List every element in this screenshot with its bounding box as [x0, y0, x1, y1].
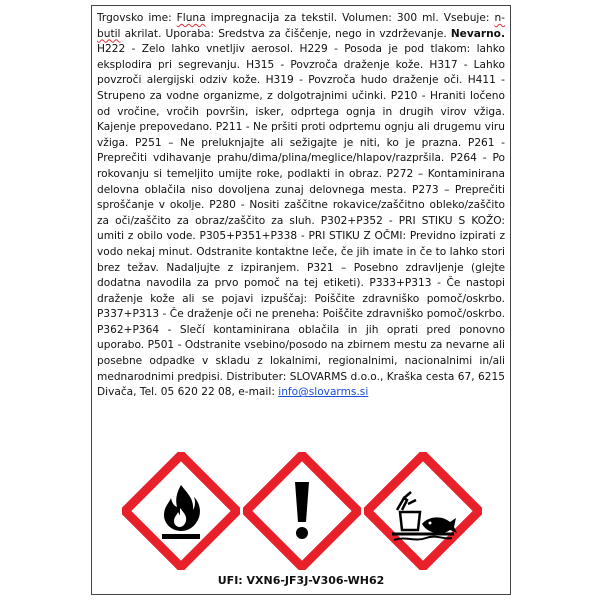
hazard-statements: H222 - Zelo lahko vnetljiv aerosol. H229 - Posoda je pod tlakom: lahko eksplodira pri segrevanju. H315 - Povzroča draženje kože. H317 - Lahko povzroči alergijski odziv kože. H319 - Povzroča hudo draženje oči. H411 - Strupeno za vodne organizme, z dolgotrajnimi učinki. P210 - Hraniti ločeno od vročine, vročih površin, isker, odprtega ognja in drugih virov vžiga. Kajenje prepovedano. P211 - Ne pršiti proti odprtemu ognju ali drugemu viru vžiga. P251 – Ne preluknjajte ali sežigajte je niti, ko je prazna. P261 - Preprečiti vdihavanje prahu/dima/plina/meglice/hlapov/razpršila. P264 - Po rokovanju si temeljito umijte roke, podlakti in obraz. P272 – Kontaminirana delovna oblačila niso dovoljena zunaj delovnega mesta. P273 – Preprečiti sproščanje v okolje. P280 - Nositi zaščitne rokavice/zaščitno obleko/zaščito za oči/zaščito za obraz/zaščito za sluh. P302+P352 - PRI STIKU S KOŽO: umiti z obilo vode. P305+P351+P338 - PRI STIKU Z OČMI: Previdno izpirati z vodo nekaj minut. Odstranite kontaktne leče, če jih imate in če to lahko stori brez težav. Nadaljujte z izpiranjem. P321 – Posebno zdravljenje (glejte dodatna navodila za prvo pomoč na tej etiketi). P333+P313 - Če nastopi draženje kože ali se pojavi izpuščaj: Poiščite zdravniško pomoč/oskrbo. P337+P313 - Če draženje oči ne preneha: Poiščite zdravniško pomoč/oskrbo. P362+P364 - Slečí kontaminirana oblačila in jih oprati pred ponovno uporabo. P501 - Odstranite vsebino/posodo na zbirnem mestu za nevarne ali posebne odpadke v skladu z lokalnimi, regionalnimi, nacionalnimi in/ali mednarodnimi predpisi. Distributer: SLOVARMS d.o.o., Kraška cesta 67, 6215 Divača, Tel. 05 620 22 08, e-mail: [97, 43, 505, 399]
exclamation-icon [243, 452, 361, 570]
label-text [97, 11, 505, 401]
ghs-pictograms [122, 452, 482, 570]
volume-text: impregnacija za tekstil. Volumen: 300 ml. Vsebuje: [205, 12, 495, 24]
flame-icon [122, 452, 240, 570]
email-link[interactable]: info@slovarms.si [278, 386, 369, 399]
label-paragraph [97, 11, 505, 401]
trade-name: Fluna [176, 12, 206, 24]
trade-name-label: Trgovsko ime: [97, 12, 177, 24]
product-label [91, 5, 511, 595]
usage-text: akrilat. Uporaba: Sredstva za čiščenje, nego in vzdrževanje. [120, 27, 451, 40]
ingredient-name: n-butil [97, 12, 505, 40]
signal-word: Nevarno. [450, 27, 505, 40]
ufi-code: UFI: VXN6-JF3J-V306-WH62 [217, 574, 385, 587]
environment-icon [364, 452, 482, 570]
